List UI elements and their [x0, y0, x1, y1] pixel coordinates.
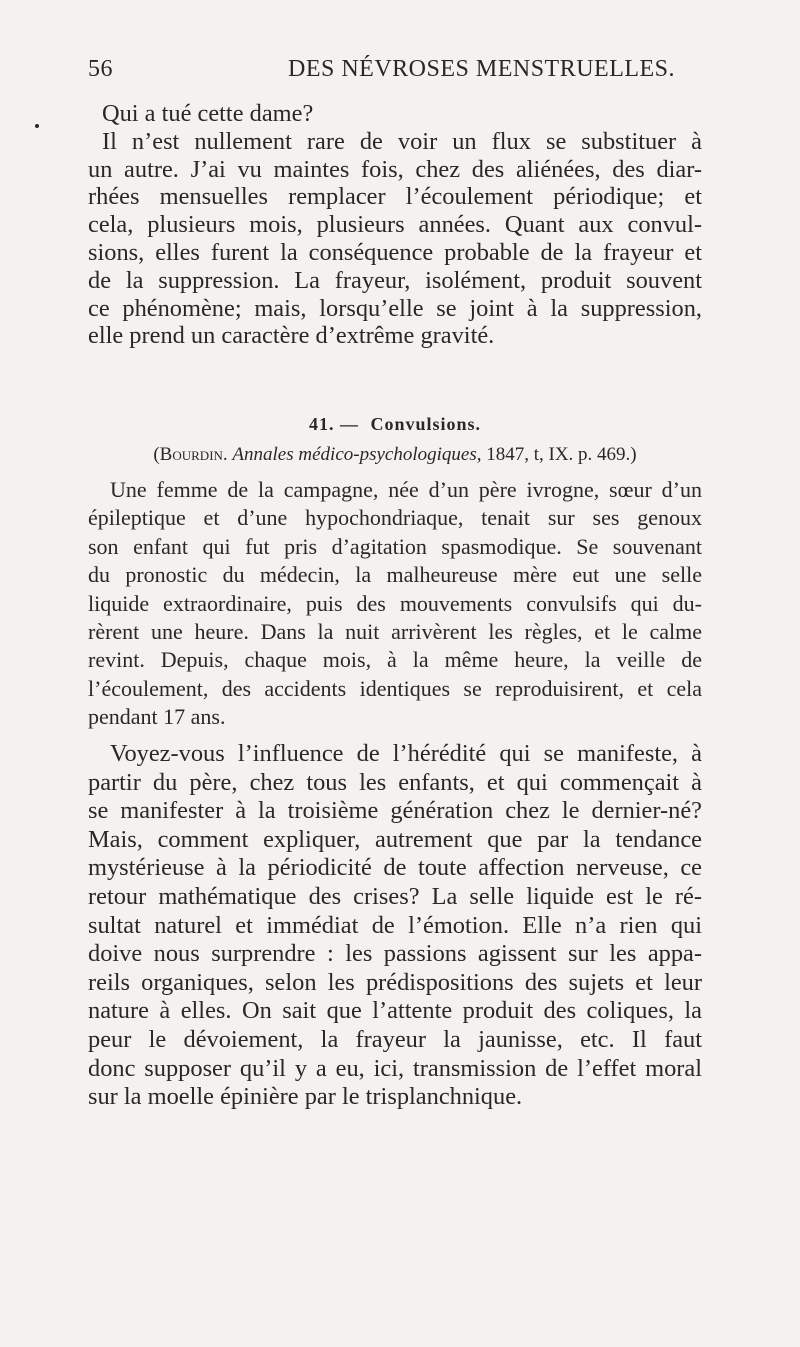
text-line: son enfant qui fut pris d’agitation spasmodique. Se souvenant — [88, 533, 702, 559]
text-line: rhées mensuelles remplacer l’écoulement périodique; et — [88, 183, 702, 211]
section-title: Convulsions. — [370, 414, 482, 434]
text-line: épileptique et d’une hypochondriaque, tenait sur ses genoux — [88, 505, 702, 531]
commentary-paragraph — [88, 740, 702, 1112]
text-line: doive nous surprendre : les passions agissent sur les appa- — [88, 940, 702, 968]
text-line: se manifester à la troisième génération chez le dernier-né? — [88, 797, 702, 825]
section-heading — [88, 414, 702, 435]
text-line: liquide extraordinaire, puis des mouvements convulsifs qui du- — [88, 590, 702, 616]
text-line: rèrent une heure. Dans la nuit arrivèrent les règles, et le calme — [88, 619, 702, 645]
section-number: 41. — — [308, 414, 359, 434]
text-line: partir du père, chez tous les enfants, et qui commençait à — [88, 768, 702, 796]
text-line: peur le dévoiement, la frayeur la jaunisse, etc. Il faut — [88, 1025, 702, 1053]
text-line: sur la moelle épinière par le trisplanchnique. — [88, 1083, 523, 1111]
text-line: un autre. J’ai vu maintes fois, chez des aliénées, des diar- — [88, 155, 702, 183]
text-line: de la suppression. La frayeur, isolément, produit souvent — [88, 266, 702, 294]
text-line: l’écoulement, des accidents identiques se reproduisirent, et cela — [88, 675, 702, 701]
text-line: mystérieuse à la périodicité de toute affection nerveuse, ce — [88, 854, 702, 882]
text-line: nature à elles. On sait que l’attente produit des coliques, la — [88, 997, 702, 1025]
page-number: 56 — [88, 56, 113, 82]
margin-mark — [35, 124, 39, 128]
text-line: Mais, comment expliquer, autrement que par la tendance — [88, 825, 702, 853]
case-report-paragraph — [88, 476, 702, 732]
text-line: sultat naturel et immédiat de l’émotion. Elle n’a rien qui — [88, 911, 702, 939]
text-line: Qui a tué cette dame? — [102, 100, 314, 127]
text-line: sions, elles furent la conséquence probable de la frayeur et — [88, 238, 702, 266]
text-line: retour mathématique des crises? La selle liquide est le ré- — [88, 882, 702, 910]
bibliographic-reference — [88, 444, 702, 466]
text-line: elle prend un caractère d’extrême gravité. — [88, 322, 495, 350]
text-line: Une femme de la campagne, née d’un père ivrogne, sœur d’un — [110, 477, 702, 502]
reference-author: (Bourdin. — [153, 444, 228, 465]
text-line: ce phénomène; mais, lorsqu’elle se joint à la suppression, — [88, 294, 702, 322]
text-line: donc supposer qu’il y a eu, ici, transmission de l’effet moral — [88, 1054, 702, 1082]
text-line: reils organiques, selon les prédispositions des sujets et leur — [88, 968, 702, 996]
text-line: Il n’est nullement rare de voir un flux se substituer à — [102, 127, 702, 155]
reference-journal: Annales médico-psychologiques, — [232, 444, 482, 465]
paragraph-continuation — [88, 100, 800, 350]
text-line: du pronostic du médecin, la malheureuse mère eut une selle — [88, 562, 702, 588]
text-line: pendant 17 ans. — [88, 704, 226, 730]
running-title: DES NÉVROSES MENSTRUELLES. — [288, 56, 676, 82]
text-line: revint. Depuis, chaque mois, à la même heure, la veille de — [88, 647, 702, 673]
running-head — [88, 56, 788, 86]
text-line: cela, plusieurs mois, plusieurs années. Quant aux convul- — [88, 211, 702, 239]
text-line: Voyez-vous l’influence de l’hérédité qui se manifeste, à — [110, 740, 702, 767]
reference-details: 1847, t, IX. p. 469.) — [486, 444, 637, 465]
